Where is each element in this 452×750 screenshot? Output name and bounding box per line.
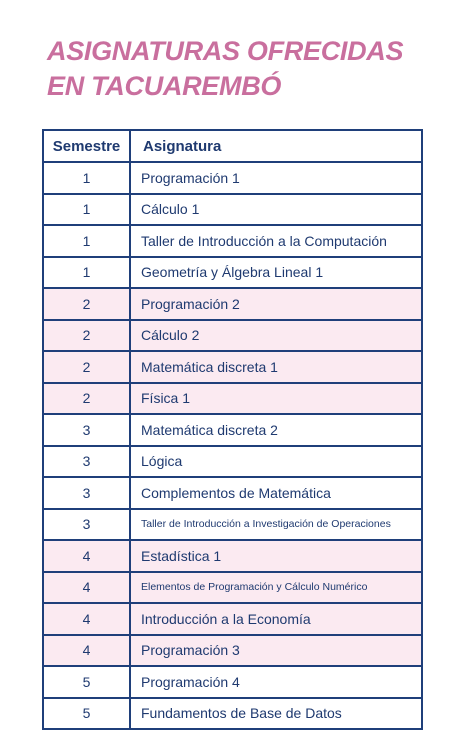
table-row xyxy=(43,540,422,572)
semester-cell: 2 xyxy=(43,320,130,352)
table-row xyxy=(43,320,422,352)
subject-cell: Matemática discreta 2 xyxy=(130,414,422,446)
semester-cell: 4 xyxy=(43,635,130,667)
subject-cell: Cálculo 2 xyxy=(130,320,422,352)
subject-cell: Física 1 xyxy=(130,383,422,415)
table-row xyxy=(43,162,422,194)
table-row xyxy=(43,225,422,257)
subject-cell: Geometría y Álgebra Lineal 1 xyxy=(130,257,422,289)
table-header-row xyxy=(43,130,422,162)
subject-cell: Estadística 1 xyxy=(130,540,422,572)
subject-cell: Cálculo 1 xyxy=(130,194,422,226)
subject-cell: Taller de Introducción a la Computación xyxy=(130,225,422,257)
semester-cell: 1 xyxy=(43,257,130,289)
subject-cell: Programación 4 xyxy=(130,666,422,698)
semester-cell: 3 xyxy=(43,414,130,446)
semester-cell: 5 xyxy=(43,666,130,698)
page-title-line-1: ASIGNATURAS OFRECIDAS xyxy=(47,36,404,66)
subject-cell: Elementos de Programación y Cálculo Numérico xyxy=(130,572,422,604)
semester-cell: 2 xyxy=(43,383,130,415)
subject-cell: Introducción a la Economía xyxy=(130,603,422,635)
table-row xyxy=(43,572,422,604)
table-row xyxy=(43,635,422,667)
semester-cell: 2 xyxy=(43,288,130,320)
semester-cell: 3 xyxy=(43,446,130,478)
subjects-table xyxy=(42,129,423,730)
semester-cell: 4 xyxy=(43,603,130,635)
subject-cell: Programación 3 xyxy=(130,635,422,667)
page-title xyxy=(47,34,403,104)
subject-column-header: Asignatura xyxy=(130,130,422,162)
page-title-line-2: EN TACUAREMBÓ xyxy=(47,71,282,101)
subject-cell: Complementos de Matemática xyxy=(130,477,422,509)
semester-cell: 4 xyxy=(43,572,130,604)
table-row xyxy=(43,509,422,541)
table-row xyxy=(43,351,422,383)
subject-cell: Lógica xyxy=(130,446,422,478)
subject-cell: Programación 2 xyxy=(130,288,422,320)
semester-cell: 4 xyxy=(43,540,130,572)
subject-cell: Matemática discreta 1 xyxy=(130,351,422,383)
table-row xyxy=(43,383,422,415)
semester-cell: 1 xyxy=(43,162,130,194)
table-header xyxy=(43,130,422,162)
semester-column-header: Semestre xyxy=(43,130,130,162)
table-row xyxy=(43,477,422,509)
table-row xyxy=(43,666,422,698)
semester-cell: 5 xyxy=(43,698,130,730)
semester-cell: 3 xyxy=(43,477,130,509)
subject-cell: Programación 1 xyxy=(130,162,422,194)
semester-cell: 1 xyxy=(43,194,130,226)
table-row xyxy=(43,414,422,446)
subject-cell: Taller de Introducción a Investigación de Operaciones xyxy=(130,509,422,541)
table-row xyxy=(43,257,422,289)
table-row xyxy=(43,698,422,730)
subject-cell: Fundamentos de Base de Datos xyxy=(130,698,422,730)
table-row xyxy=(43,603,422,635)
table-row xyxy=(43,446,422,478)
semester-cell: 1 xyxy=(43,225,130,257)
semester-cell: 3 xyxy=(43,509,130,541)
semester-cell: 2 xyxy=(43,351,130,383)
table-row xyxy=(43,288,422,320)
table-row xyxy=(43,194,422,226)
